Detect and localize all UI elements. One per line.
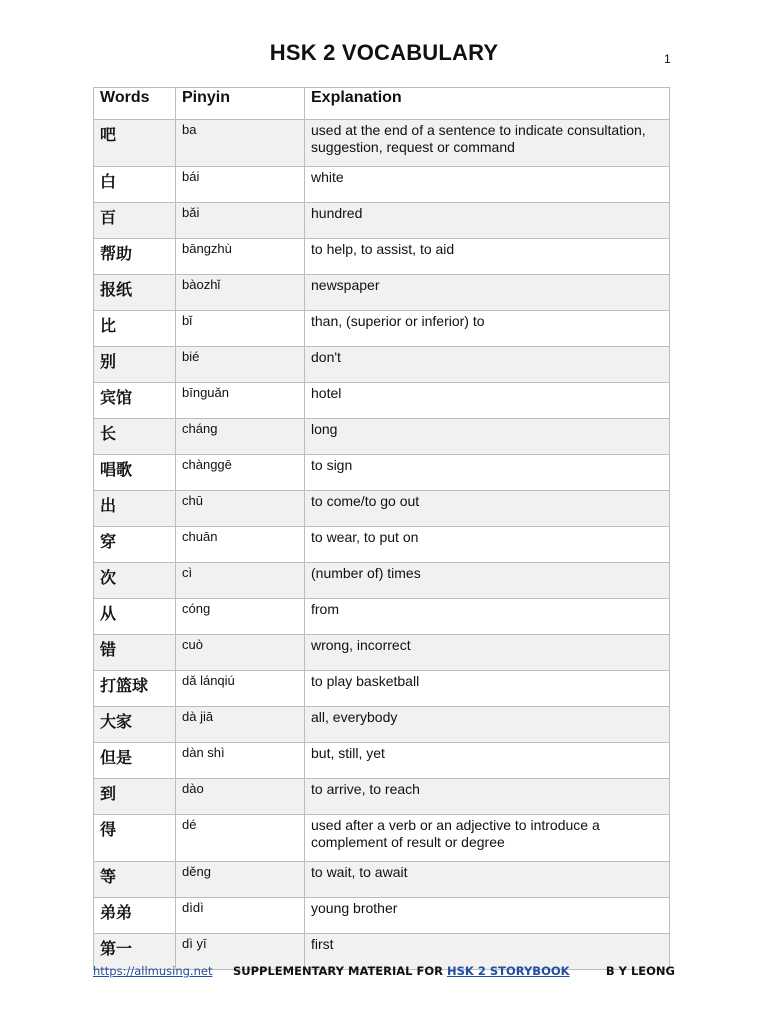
explanation-cell: to sign bbox=[305, 455, 670, 491]
table-row bbox=[94, 311, 670, 347]
pinyin-cell: děng bbox=[176, 862, 305, 898]
explanation-cell: than, (superior or inferior) to bbox=[305, 311, 670, 347]
explanation-cell: to help, to assist, to aid bbox=[305, 239, 670, 275]
explanation-cell: to come/to go out bbox=[305, 491, 670, 527]
word-cell: 帮助 bbox=[94, 239, 176, 275]
pinyin-cell: dé bbox=[176, 815, 305, 862]
word-cell: 错 bbox=[94, 635, 176, 671]
storybook-link[interactable]: HSK 2 STORYBOOK bbox=[447, 964, 570, 978]
table-row bbox=[94, 347, 670, 383]
pinyin-cell: chànggē bbox=[176, 455, 305, 491]
author-name: B Y LEONG bbox=[605, 964, 675, 978]
table-row bbox=[94, 815, 670, 862]
footer bbox=[93, 964, 675, 980]
pinyin-cell: dà jiā bbox=[176, 707, 305, 743]
explanation-cell: to play basketball bbox=[305, 671, 670, 707]
table-header-row bbox=[94, 88, 670, 120]
explanation-cell: young brother bbox=[305, 898, 670, 934]
word-cell: 但是 bbox=[94, 743, 176, 779]
table-row bbox=[94, 455, 670, 491]
pinyin-cell: dǎ lánqiú bbox=[176, 671, 305, 707]
word-cell: 比 bbox=[94, 311, 176, 347]
pinyin-cell: cuò bbox=[176, 635, 305, 671]
explanation-cell: to arrive, to reach bbox=[305, 779, 670, 815]
explanation-cell: to wait, to await bbox=[305, 862, 670, 898]
pinyin-cell: bǎi bbox=[176, 203, 305, 239]
footer-note-prefix: SUPPLEMENTARY MATERIAL FOR bbox=[233, 964, 448, 978]
pinyin-cell: dào bbox=[176, 779, 305, 815]
table-row bbox=[94, 862, 670, 898]
explanation-cell: white bbox=[305, 167, 670, 203]
pinyin-cell: cháng bbox=[176, 419, 305, 455]
table-row bbox=[94, 167, 670, 203]
column-header-pinyin: Pinyin bbox=[176, 88, 305, 120]
table-row bbox=[94, 898, 670, 934]
column-header-words: Words bbox=[94, 88, 176, 120]
pinyin-cell: dàn shì bbox=[176, 743, 305, 779]
table-row bbox=[94, 635, 670, 671]
explanation-cell: hotel bbox=[305, 383, 670, 419]
page-title: HSK 2 VOCABULARY bbox=[269, 40, 499, 65]
vocabulary-table bbox=[93, 87, 670, 970]
word-cell: 唱歌 bbox=[94, 455, 176, 491]
footer-note bbox=[233, 964, 570, 978]
word-cell: 出 bbox=[94, 491, 176, 527]
word-cell: 到 bbox=[94, 779, 176, 815]
table-row bbox=[94, 779, 670, 815]
word-cell: 宾馆 bbox=[94, 383, 176, 419]
word-cell: 大家 bbox=[94, 707, 176, 743]
table-row bbox=[94, 203, 670, 239]
word-cell: 次 bbox=[94, 563, 176, 599]
word-cell: 第一 bbox=[94, 934, 176, 970]
pinyin-cell: bāngzhù bbox=[176, 239, 305, 275]
word-cell: 吧 bbox=[94, 120, 176, 167]
word-cell: 弟弟 bbox=[94, 898, 176, 934]
site-link[interactable]: https://allmusing.net bbox=[93, 964, 213, 978]
table-row bbox=[94, 599, 670, 635]
table-row bbox=[94, 239, 670, 275]
column-header-explanation: Explanation bbox=[305, 88, 670, 120]
pinyin-cell: ba bbox=[176, 120, 305, 167]
explanation-cell: used at the end of a sentence to indicate consultation, suggestion, request or command bbox=[305, 120, 670, 167]
word-cell: 报纸 bbox=[94, 275, 176, 311]
table-row bbox=[94, 527, 670, 563]
pinyin-cell: chuān bbox=[176, 527, 305, 563]
pinyin-cell: bàozhǐ bbox=[176, 275, 305, 311]
pinyin-cell: bié bbox=[176, 347, 305, 383]
explanation-cell: hundred bbox=[305, 203, 670, 239]
explanation-cell: but, still, yet bbox=[305, 743, 670, 779]
table-row bbox=[94, 743, 670, 779]
pinyin-cell: bīnguǎn bbox=[176, 383, 305, 419]
pinyin-cell: dì yī bbox=[176, 934, 305, 970]
word-cell: 穿 bbox=[94, 527, 176, 563]
word-cell: 长 bbox=[94, 419, 176, 455]
word-cell: 百 bbox=[94, 203, 176, 239]
explanation-cell: first bbox=[305, 934, 670, 970]
table-row bbox=[94, 707, 670, 743]
pinyin-cell: cóng bbox=[176, 599, 305, 635]
word-cell: 得 bbox=[94, 815, 176, 862]
word-cell: 等 bbox=[94, 862, 176, 898]
table-row bbox=[94, 383, 670, 419]
table-row bbox=[94, 491, 670, 527]
pinyin-cell: cì bbox=[176, 563, 305, 599]
explanation-cell: don't bbox=[305, 347, 670, 383]
explanation-cell: wrong, incorrect bbox=[305, 635, 670, 671]
table-row bbox=[94, 563, 670, 599]
word-cell: 从 bbox=[94, 599, 176, 635]
page-number: 1 bbox=[664, 52, 671, 66]
pinyin-cell: bái bbox=[176, 167, 305, 203]
explanation-cell: to wear, to put on bbox=[305, 527, 670, 563]
explanation-cell: all, everybody bbox=[305, 707, 670, 743]
table-row bbox=[94, 419, 670, 455]
word-cell: 打篮球 bbox=[94, 671, 176, 707]
word-cell: 白 bbox=[94, 167, 176, 203]
explanation-cell: used after a verb or an adjective to introduce a complement of result or degree bbox=[305, 815, 670, 862]
pinyin-cell: chū bbox=[176, 491, 305, 527]
explanation-cell: newspaper bbox=[305, 275, 670, 311]
pinyin-cell: dìdì bbox=[176, 898, 305, 934]
explanation-cell: long bbox=[305, 419, 670, 455]
explanation-cell: from bbox=[305, 599, 670, 635]
table-row bbox=[94, 120, 670, 167]
explanation-cell: (number of) times bbox=[305, 563, 670, 599]
table-row bbox=[94, 275, 670, 311]
table-row bbox=[94, 671, 670, 707]
pinyin-cell: bǐ bbox=[176, 311, 305, 347]
word-cell: 别 bbox=[94, 347, 176, 383]
